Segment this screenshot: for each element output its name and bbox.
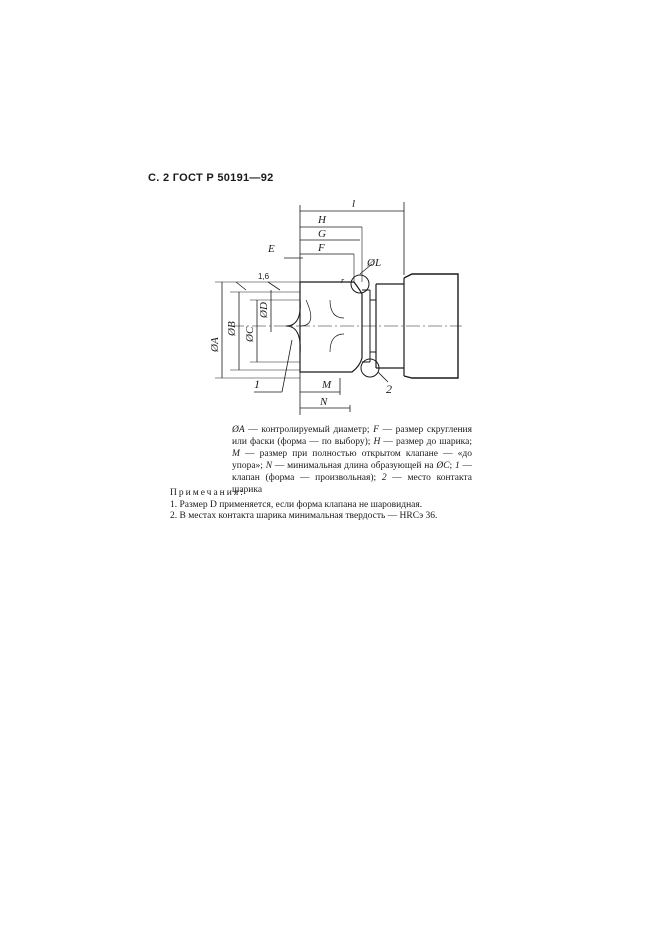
notes-title: Примечания: xyxy=(170,488,245,498)
dim-label-phi-c: ØC xyxy=(244,326,256,342)
dim-label-r: r xyxy=(341,276,345,285)
dim-label-phi-b: ØB xyxy=(226,321,238,336)
dim-label-phi-a: ØA xyxy=(209,337,221,352)
dim-label-g: G xyxy=(318,228,326,240)
figure-caption: ØA — контролируемый диаметр; F — размер скругления или фаски (форма — по выбору); H — размер до шарика; M — размер при полностью открытом клапане — «до упора»; N — минимальная длина образующей на ØC; 1 — клапан (форма — произвольная); 2 — место контакта шарика xyxy=(232,425,472,495)
dim-label-phi-l: ØL xyxy=(367,257,382,269)
note-item: 2. В местах контакта шарика минимальная твердость — HRCэ 36. xyxy=(170,511,438,521)
note-item: 1. Размер D применяется, если форма клапана не шаровидная. xyxy=(170,499,423,510)
dim-label-phi-d: ØD xyxy=(258,302,270,318)
dim-label-m: M xyxy=(322,379,332,391)
dim-label-f: F xyxy=(318,242,325,254)
dim-label-angle: 1,6 xyxy=(258,272,270,281)
page-header: С. 2 ГОСТ Р 50191—92 xyxy=(148,172,274,184)
dim-label-h: H xyxy=(318,214,326,226)
callout-2: 2 xyxy=(386,382,392,396)
notes-section xyxy=(170,488,437,523)
dim-label-e: E xyxy=(268,243,275,255)
callout-1: 1 xyxy=(254,377,260,391)
dim-label-n: N xyxy=(320,396,328,408)
dim-label-l: l xyxy=(352,198,356,210)
